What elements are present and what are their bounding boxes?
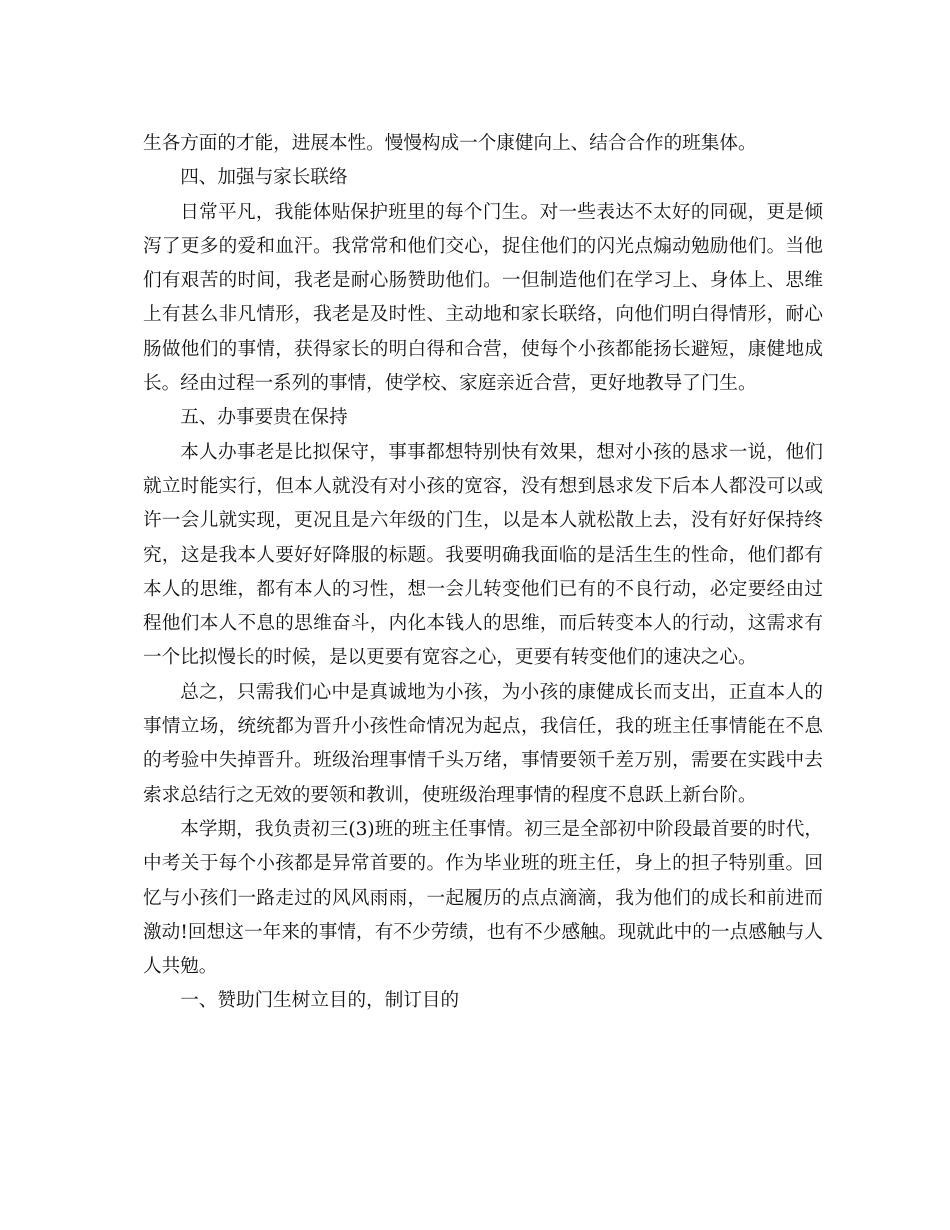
- paragraph-persistence: 本人办事老是比拟保守，事事都想特别快有效果，想对小孩的恳求一说，他们就立时能实行，但本人就没有对小孩的宽容，没有想到恳求发下后本人都没可以或许一会儿就实现，更况且是六年级的门生，以是本人就松散上去，没有好好保持终究，这是我本人要好好降服的标题。我要明确我面临的是活生生的性命，他们都有本人的思维，都有本人的习性，想一会儿转变他们已有的不良行动，必定要经由过程他们本人不息的思维奋斗，内化本钱人的思维，而后转变本人的行动，这需求有一个比拟慢长的时候，是以更要有宽容之心，更要有转变他们的速决之心。: [143, 441, 823, 669]
- document-body: [143, 127, 823, 1019]
- section-heading-4: 四、加强与家长联络: [180, 167, 348, 189]
- paragraph-summary: 总之，只需我们心中是真诚地为小孩，为小孩的康健成长而支出，正直本人的事情立场，统统都为晋升小孩性命情况为起点，我信任，我的班主任事情能在不息的考验中失掉晋升。班级治理事情千头万绪，事情要领千差万别，需要在实践中去索求总结行之无效的要领和教训，使班级治理事情的程度不息跃上新台阶。: [143, 681, 823, 806]
- paragraph-semester: 本学期，我负责初三(3)班的班主任事情。初三是全部初中阶段最首要的时代，中考关于每个小孩都是异常首要的。作为毕业班的班主任，身上的担子特别重。回忆与小孩们一路走过的风风雨雨，一起履历的点点滴滴，我为他们的成长和前进而激动!回想这一年来的事情，有不少劳绩，也有不少感触。现就此中的一点感触与人人共勉。: [143, 818, 823, 978]
- paragraph-continuation: 生各方面的才能，进展本性。慢慢构成一个康健向上、结合合作的班集体。: [143, 133, 757, 154]
- paragraph-parent-contact: 日常平凡，我能体贴保护班里的每个门生。对一些表达不太好的同砚，更是倾泻了更多的爱和血汗。我常常和他们交心，捉住他们的闪光点煽动勉励他们。当他们有艰苦的时间，我老是耐心肠赞助他们。一但制造他们在学习上、身体上、思维上有甚么非凡情形，我老是及时性、主动地和家长联络，向他们明白得情形，耐心肠做他们的事情，获得家长的明白得和合营，使每个小孩都能扬长避短，康健地成长。经由过程一系列的事情，使学校、家庭亲近合营，更好地教导了门生。: [143, 201, 823, 395]
- section-heading-5: 五、办事要贵在保持: [180, 407, 348, 429]
- section-heading-1: 一、赞助门生树立目的，制订目的: [180, 990, 460, 1012]
